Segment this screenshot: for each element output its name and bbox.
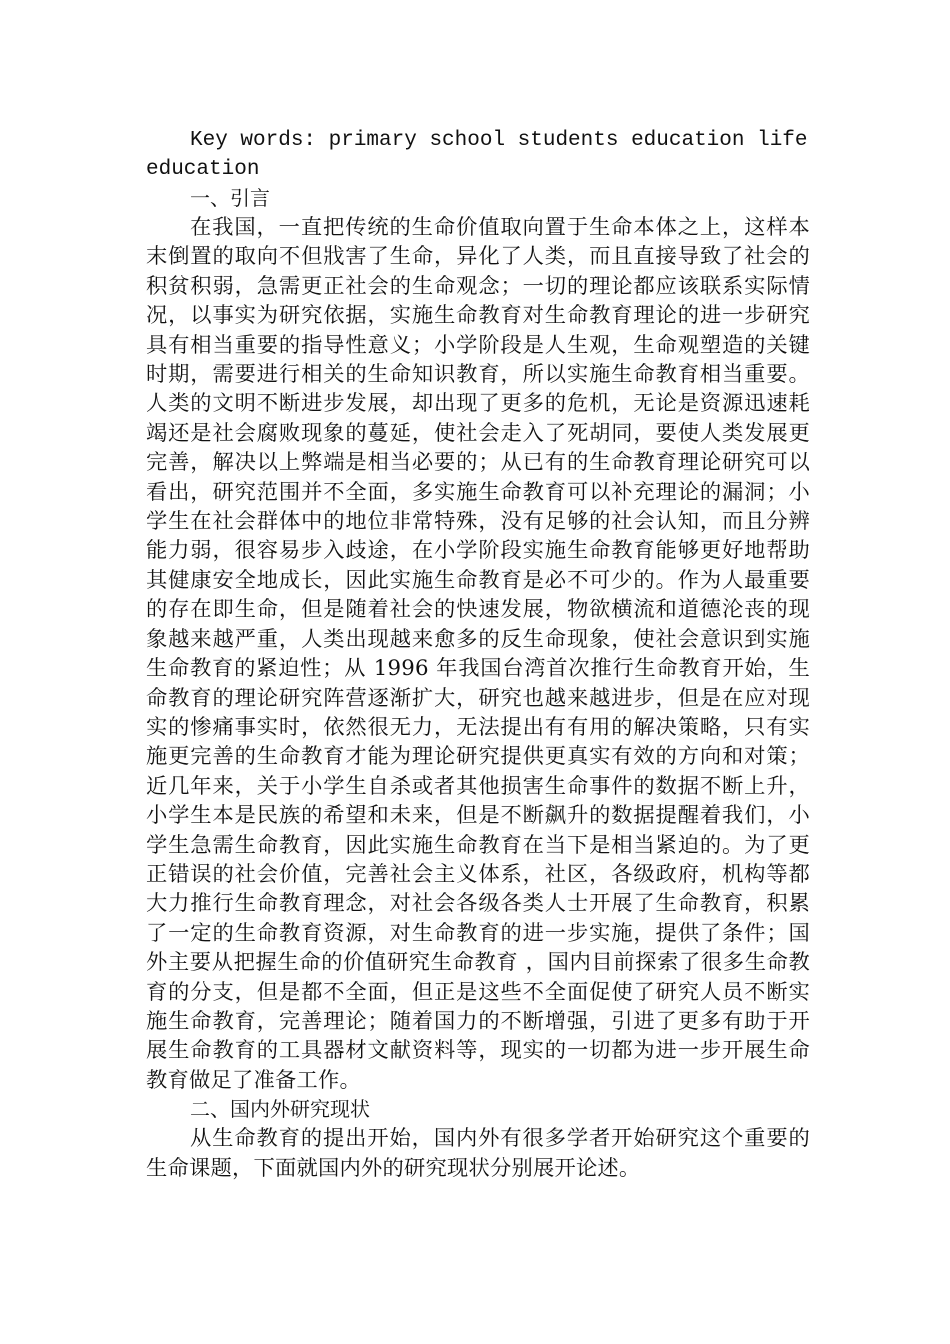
research-status-paragraph: 从生命教育的提出开始，国内外有很多学者开始研究这个重要的生命课题，下面就国内外的研究现状分别展开论述。 bbox=[146, 1126, 810, 1181]
introduction-paragraph: 在我国，一直把传统的生命价值取向置于生命本体之上，这样本末倒置的取向不但戕害了生命，异化了人类，而且直接导致了社会的积贫积弱，急需更正社会的生命观念；一切的理论都应该联系实际情况，以事实为研究依据，实施生命教育对生命教育理论的进一步研究具有相当重要的指导性意义；小学阶段是人生观，生命观塑造的关键时期，需要进行相关的生命知识教育，所以实施生命教育相当重要。人类的文明不断进步发展，却出现了更多的危机，无论是资源迅速耗竭还是社会腐败现象的蔓延，使社会走入了死胡同，要使人类发展更完善，解决以上弊端是相当必要的；从已有的生命教育理论研究可以看出，研究范围并不全面，多实施生命教育可以补充理论的漏洞；小学生在社会群体中的地位非常特殊，没有足够的社会认知，而且分辨能力弱，很容易步入歧途，在小学阶段实施生命教育能够更好地帮助其健康安全地成长，因此实施生命教育是必不可少的。作为人最重要的存在即生命，但是随着社会的快速发展，物欲横流和道德沦丧的现象越来越严重，人类出现越来愈多的反生命现象，使社会意识到实施生命教育的紧迫性；从 1996 年我国台湾首次推行生命教育开始，生命教育的理论研究阵营逐渐扩大，研究也越来越进步，但是在应对现实的惨痛事实时，依然很无力，无法提出有有用的解决策略，只有实施更完善的生命教育才能为理论研究提供更真实有效的方向和对策；近几年来，关于小学生自杀或者其他损害生命事件的数据不断上升，小学生本是民族的希望和未来，但是不断飙升的数据提醒着我们，小学生急需生命教育，因此实施生命教育在当下是相当紧迫的。为了更正错误的社会价值，完善社会主义体系，社区，各级政府，机构等都大力推行生命教育理念，对社会各级各类人士开展了生命教育，积累了一定的生命教育资源，对生命教育的进一步实施，提供了条件；国外主要从把握生命的价值研究生命教育 ，国内目前探索了很多生命教育的分支，但是都不全面，但正是这些不全面促使了研究人员不断实施生命教育，完善理论；随着国力的不断增强，引进了更多有助于开展生命教育的工具器材文献资料等，现实的一切都为进一步开展生命教育做足了准备工作。 bbox=[146, 215, 810, 1093]
section-heading-research-status: 二、国内外研究现状 bbox=[190, 1097, 370, 1122]
section-heading-introduction: 一、引言 bbox=[190, 186, 270, 210]
keywords-line: Key words: primary school students education life education bbox=[146, 129, 808, 181]
document-page bbox=[146, 126, 810, 1183]
